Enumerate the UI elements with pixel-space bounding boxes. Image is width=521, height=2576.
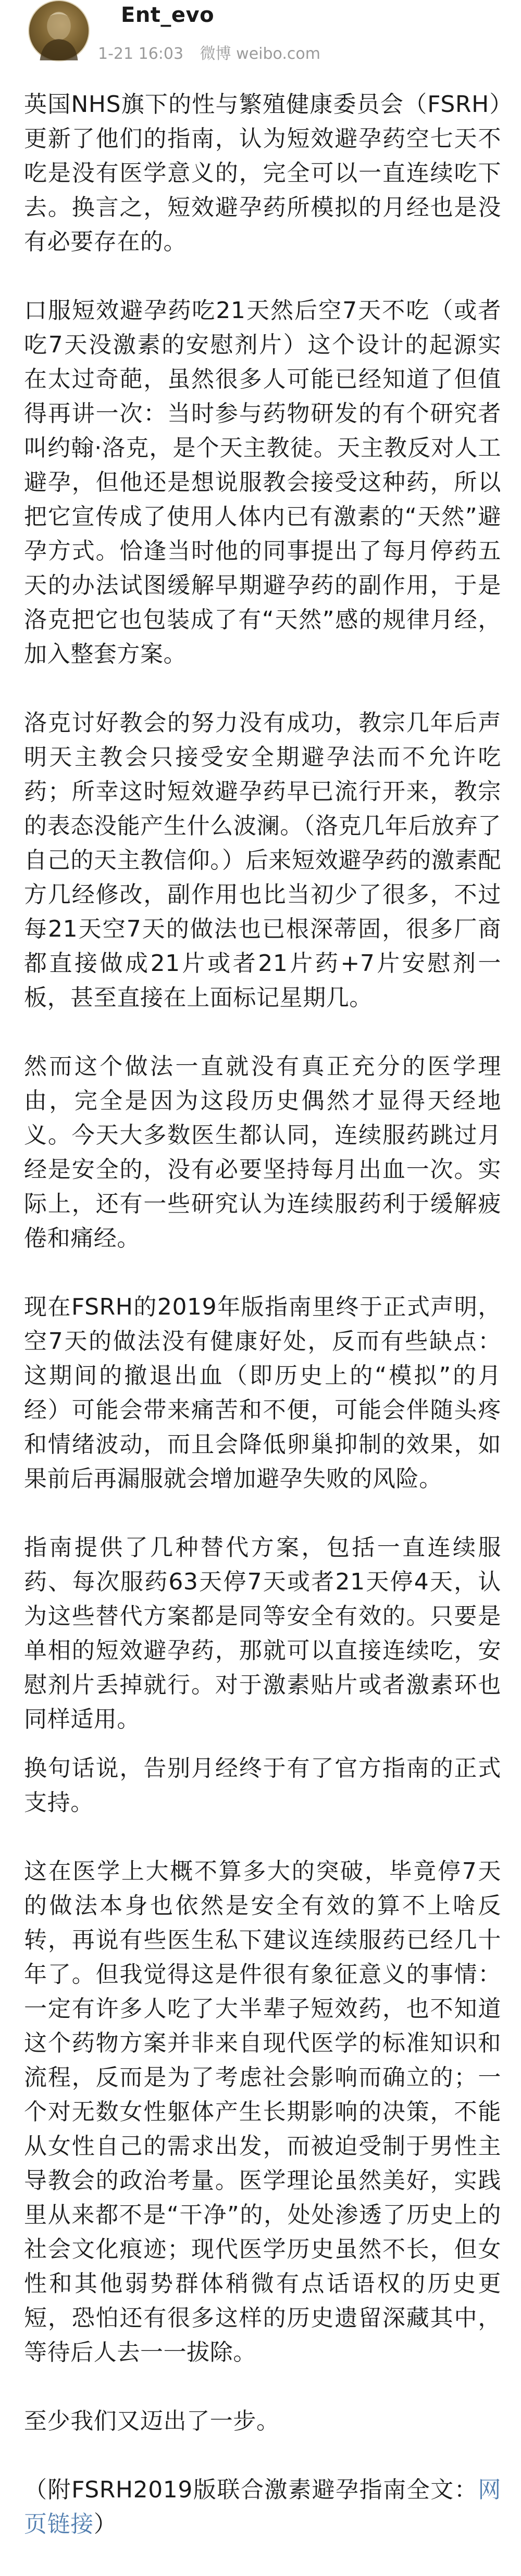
avatar[interactable] xyxy=(28,0,90,61)
paragraph-7: 换句话说，告别月经终于有了官方指南的正式支持。 xyxy=(24,1755,501,1816)
post-body xyxy=(24,87,501,2576)
paragraph-1: 英国NHS旗下的性与繁殖健康委员会（FSRH）更新了他们的指南，认为短效避孕药空七天不吃是没有医学意义的，完全可以一直连续吃下去。换言之，短效避孕药所模拟的月经也是没有必要存在的。 xyxy=(24,91,501,255)
paragraph-5: 现在FSRH的2019年版指南里终于正式声明，空7天的做法没有健康好处，反而有些缺点：这期间的撤退出血（即历史上的“模拟”的月经）可能会带来痛苦和不便，可能会伴随头疼和情绪波动，而且会降低卵巢抑制的效果，如果前后再漏服就会增加避孕失败的风险。 xyxy=(24,1294,501,1492)
post-date: 1-21 16:03 xyxy=(98,45,184,63)
post-meta xyxy=(98,41,332,64)
post-source: 微博 weibo.com xyxy=(200,45,320,63)
username[interactable]: Ent_evo xyxy=(121,3,215,27)
attachment-text: （附FSRH2019版联合激素避孕指南全文： xyxy=(24,2477,478,2503)
web-link[interactable]: 网页链接 xyxy=(24,2477,501,2537)
paragraph-6: 指南提供了几种替代方案，包括一直连续服药、每次服药63天停7天或者21天停4天，认为这些替代方案都是同等安全有效的。只要是单相的短效避孕药，那就可以直接连续吃，安慰剂片丢掉就行。对于激素贴片或者激素环也同样适用。 xyxy=(24,1534,501,1733)
paragraph-10 xyxy=(24,2473,501,2542)
paragraph-3: 洛克讨好教会的努力没有成功，教宗几年后声明天主教会只接受安全期避孕法而不允许吃药；所幸这时短效避孕药早已流行开来，教宗的表态没能产生什么波澜。（洛克几年后放弃了自己的天主教信仰。）后来短效避孕药的激素配方几经修改，副作用也比当初少了很多，不过每21天空7天的做法也已根深蒂固，很多厂商都直接做成21片或者21片药+7片安慰剂一板，甚至直接在上面标记星期几。 xyxy=(24,710,501,1011)
paragraph-2: 口服短效避孕药吃21天然后空7天不吃（或者吃7天没激素的安慰剂片）这个设计的起源实在太过奇葩，虽然很多人可能已经知道了但值得再讲一次：当时参与药物研发的有个研究者叫约翰·洛克，是个天主教徒。天主教反对人工避孕，但他还是想说服教会接受这种药，所以把它宣传成了使用人体内已有激素的“天然”避孕方式。恰逢当时他的同事提出了每月停药五天的办法试图缓解早期避孕药的副作用，于是洛克把它也包装成了有“天然”感的规律月经，加入整套方案。 xyxy=(24,297,501,667)
post-header xyxy=(0,0,521,87)
paragraph-4: 然而这个做法一直就没有真正充分的医学理由，完全是因为这段历史偶然才显得天经地义。今天大多数医生都认同，连续服药跳过月经是安全的，没有必要坚持每月出血一次。实际上，还有一些研究认为连续服药利于缓解疲倦和痛经。 xyxy=(24,1053,501,1252)
paragraph-9: 至少我们又迈出了一步。 xyxy=(24,2408,280,2434)
avatar-portrait-icon xyxy=(29,1,89,60)
closing-paren: ） xyxy=(93,2511,117,2537)
paragraph-8: 这在医学上大概不算多大的突破，毕竟停7天的做法本身也依然是安全有效的算不上啥反转，再说有些医生私下建议连续服药已经几十年了。但我觉得这是件很有象征意义的事情：一定有许多人吃了大半辈子短效药，也不知道这个药物方案并非来自现代医学的标准知识和流程，反而是为了考虑社会影响而确立的；一个对无数女性躯体产生长期影响的决策，不能从女性自己的需求出发，而被迫受制于男性主导教会的政治考量。医学理论虽然美好，实践里从来都不是“干净”的，处处渗透了历史上的社会文化痕迹；现代医学历史虽然不长，但女性和其他弱势群体稍微有点话语权的历史更短，恐怕还有很多这样的历史遗留深藏其中，等待后人去一一拔除。 xyxy=(24,1858,501,2366)
